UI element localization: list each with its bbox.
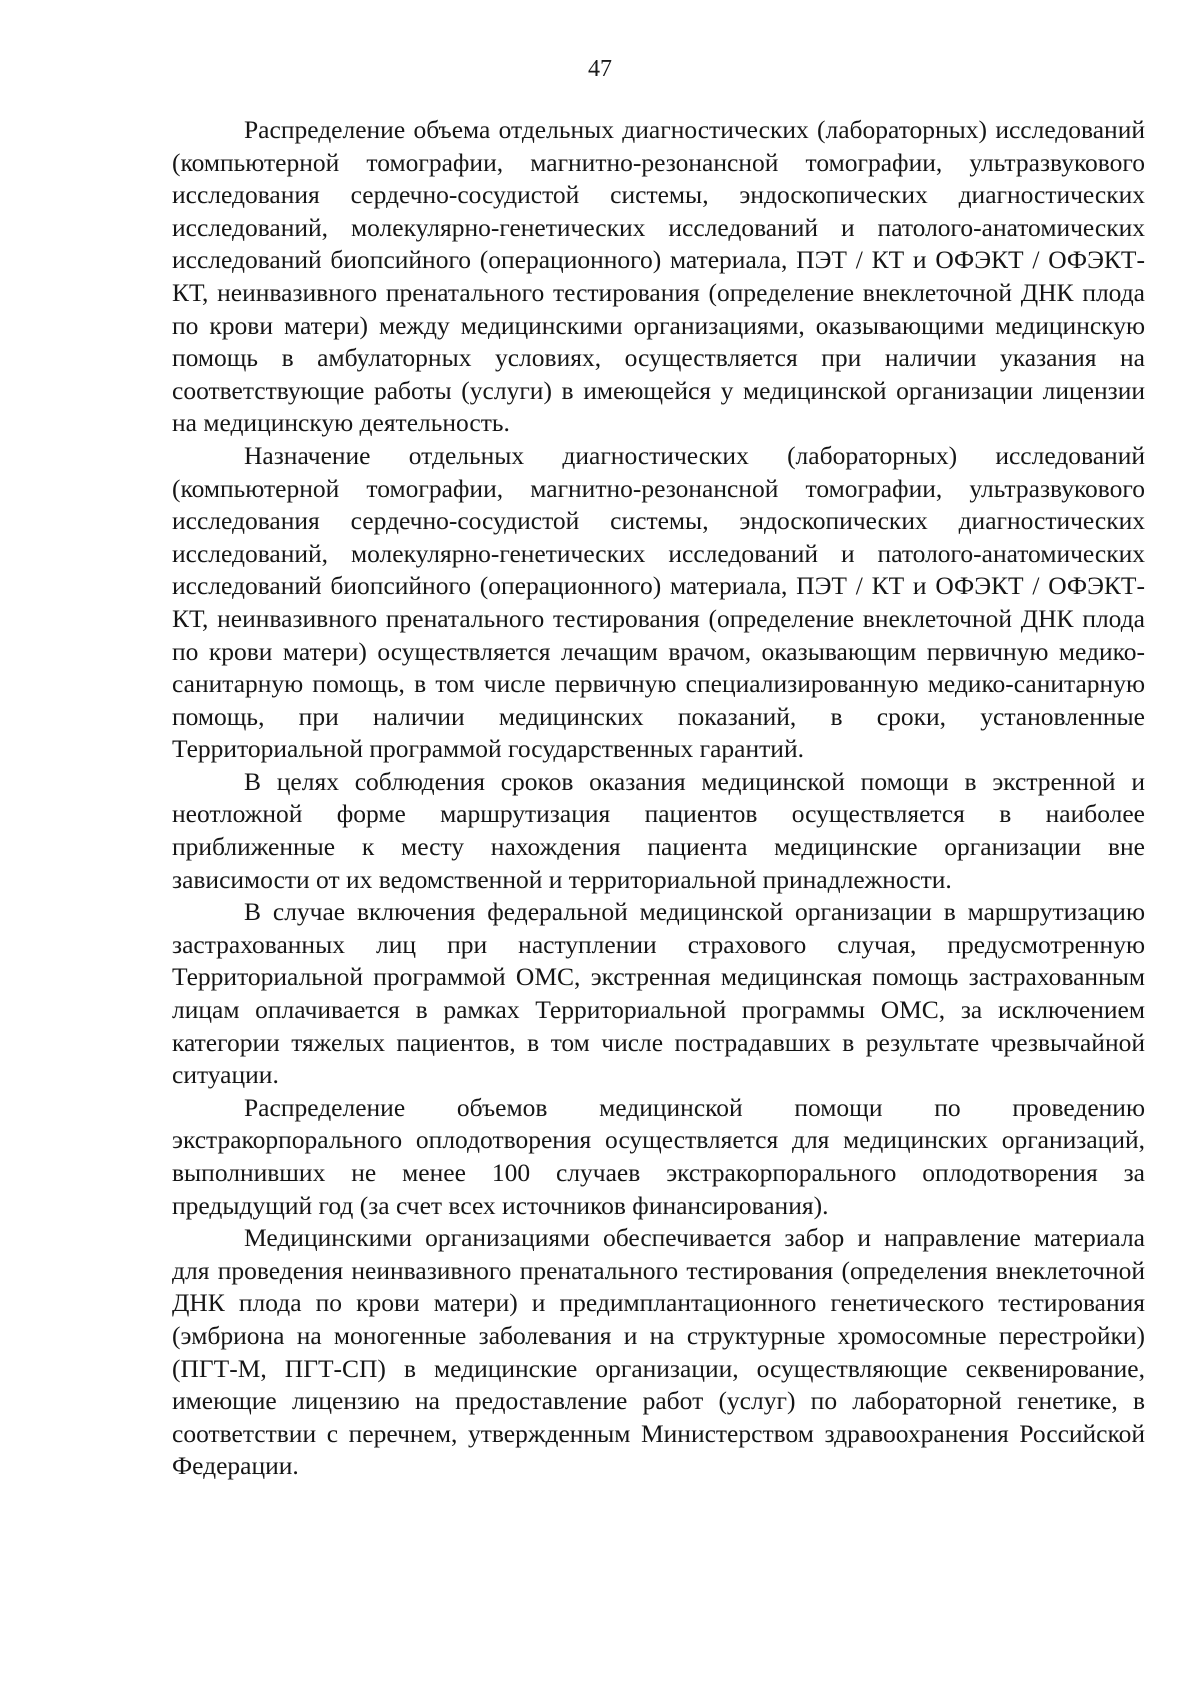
paragraph-diagnostic-volume-distribution: Распределение объема отдельных диагностических (лабораторных) исследований (компьютерной томографии, магнитно-резонансной томографии, ультразвукового исследования сердечно-сосудистой системы, эндоскопических диагностических исследований, молекулярно-генетических исследований и патолого-анатомических исследований биопсийного (операционного) материала, ПЭТ / КТ и ОФЭКТ / ОФЭКТ-КТ, неинвазивного пренатального тестирования (определение внеклеточной ДНК плода по крови матери) между медицинскими организациями, оказывающими медицинскую помощь в амбулаторных условиях, осуществляется при наличии указания на соответствующие работы (услуги) в имеющейся у медицинской организации лицензии на медицинскую деятельность. [172, 115, 1145, 438]
document-body [172, 114, 1145, 1483]
paragraph-emergency-routing: В целях соблюдения сроков оказания медицинской помощи в экстренной и неотложной форме маршрутизация пациентов осуществляется в наиболее приближенные к месту нахождения пациента медицинские организации вне зависимости от их ведомственной и территориальной принадлежности. [172, 766, 1145, 894]
paragraph-diagnostic-prescription: Назначение отдельных диагностических (лабораторных) исследований (компьютерной томографии, магнитно-резонансной томографии, ультразвукового исследования сердечно-сосудистой системы, эндоскопических диагностических исследований, молекулярно-генетических исследований и патолого-анатомических исследований биопсийного (операционного) материала, ПЭТ / КТ и ОФЭКТ / ОФЭКТ-КТ, неинвазивного пренатального тестирования (определение внеклеточной ДНК плода по крови матери) осуществляется лечащим врачом, оказывающим первичную медико-санитарную помощь, в том числе первичную специализированную медико-санитарную помощь, при наличии медицинских показаний, в сроки, установленные Территориальной программой государственных гарантий. [172, 440, 1145, 764]
paragraph-ivf-volume-distribution: Распределение объемов медицинской помощи по проведению экстракорпорального оплодотворения осуществляется для медицинских организаций, выполнивших не менее 100 случаев экстракорпорального оплодотворения за предыдущий год (за счет всех источников финансирования). [172, 1092, 1145, 1220]
paragraph-federal-organization-payment: В случае включения федеральной медицинской организации в маршрутизацию застрахованных лиц при наступлении страхового случая, предусмотренную Территориальной программой ОМС, экстренная медицинская помощь застрахованным лицам оплачивается в рамках Территориальной программы ОМС, за исключением категории тяжелых пациентов, в том числе пострадавших в результате чрезвычайной ситуации. [172, 897, 1145, 1090]
paragraph-genetic-testing-material: Медицинскими организациями обеспечивается забор и направление материала для проведения неинвазивного пренатального тестирования (определения внеклеточной ДНК плода по крови матери) и предимплантационного генетического тестирования (эмбриона на моногенные заболевания и на структурные хромосомные перестройки) (ПГТ-М, ПГТ-СП) в медицинские организации, осуществляющие секвенирование, имеющие лицензию на предоставление работ (услуг) по лабораторной генетике, в соответствии с перечнем, утвержденным Министерством здравоохранения Российской Федерации. [172, 1223, 1145, 1481]
page-number: 47 [588, 56, 612, 82]
